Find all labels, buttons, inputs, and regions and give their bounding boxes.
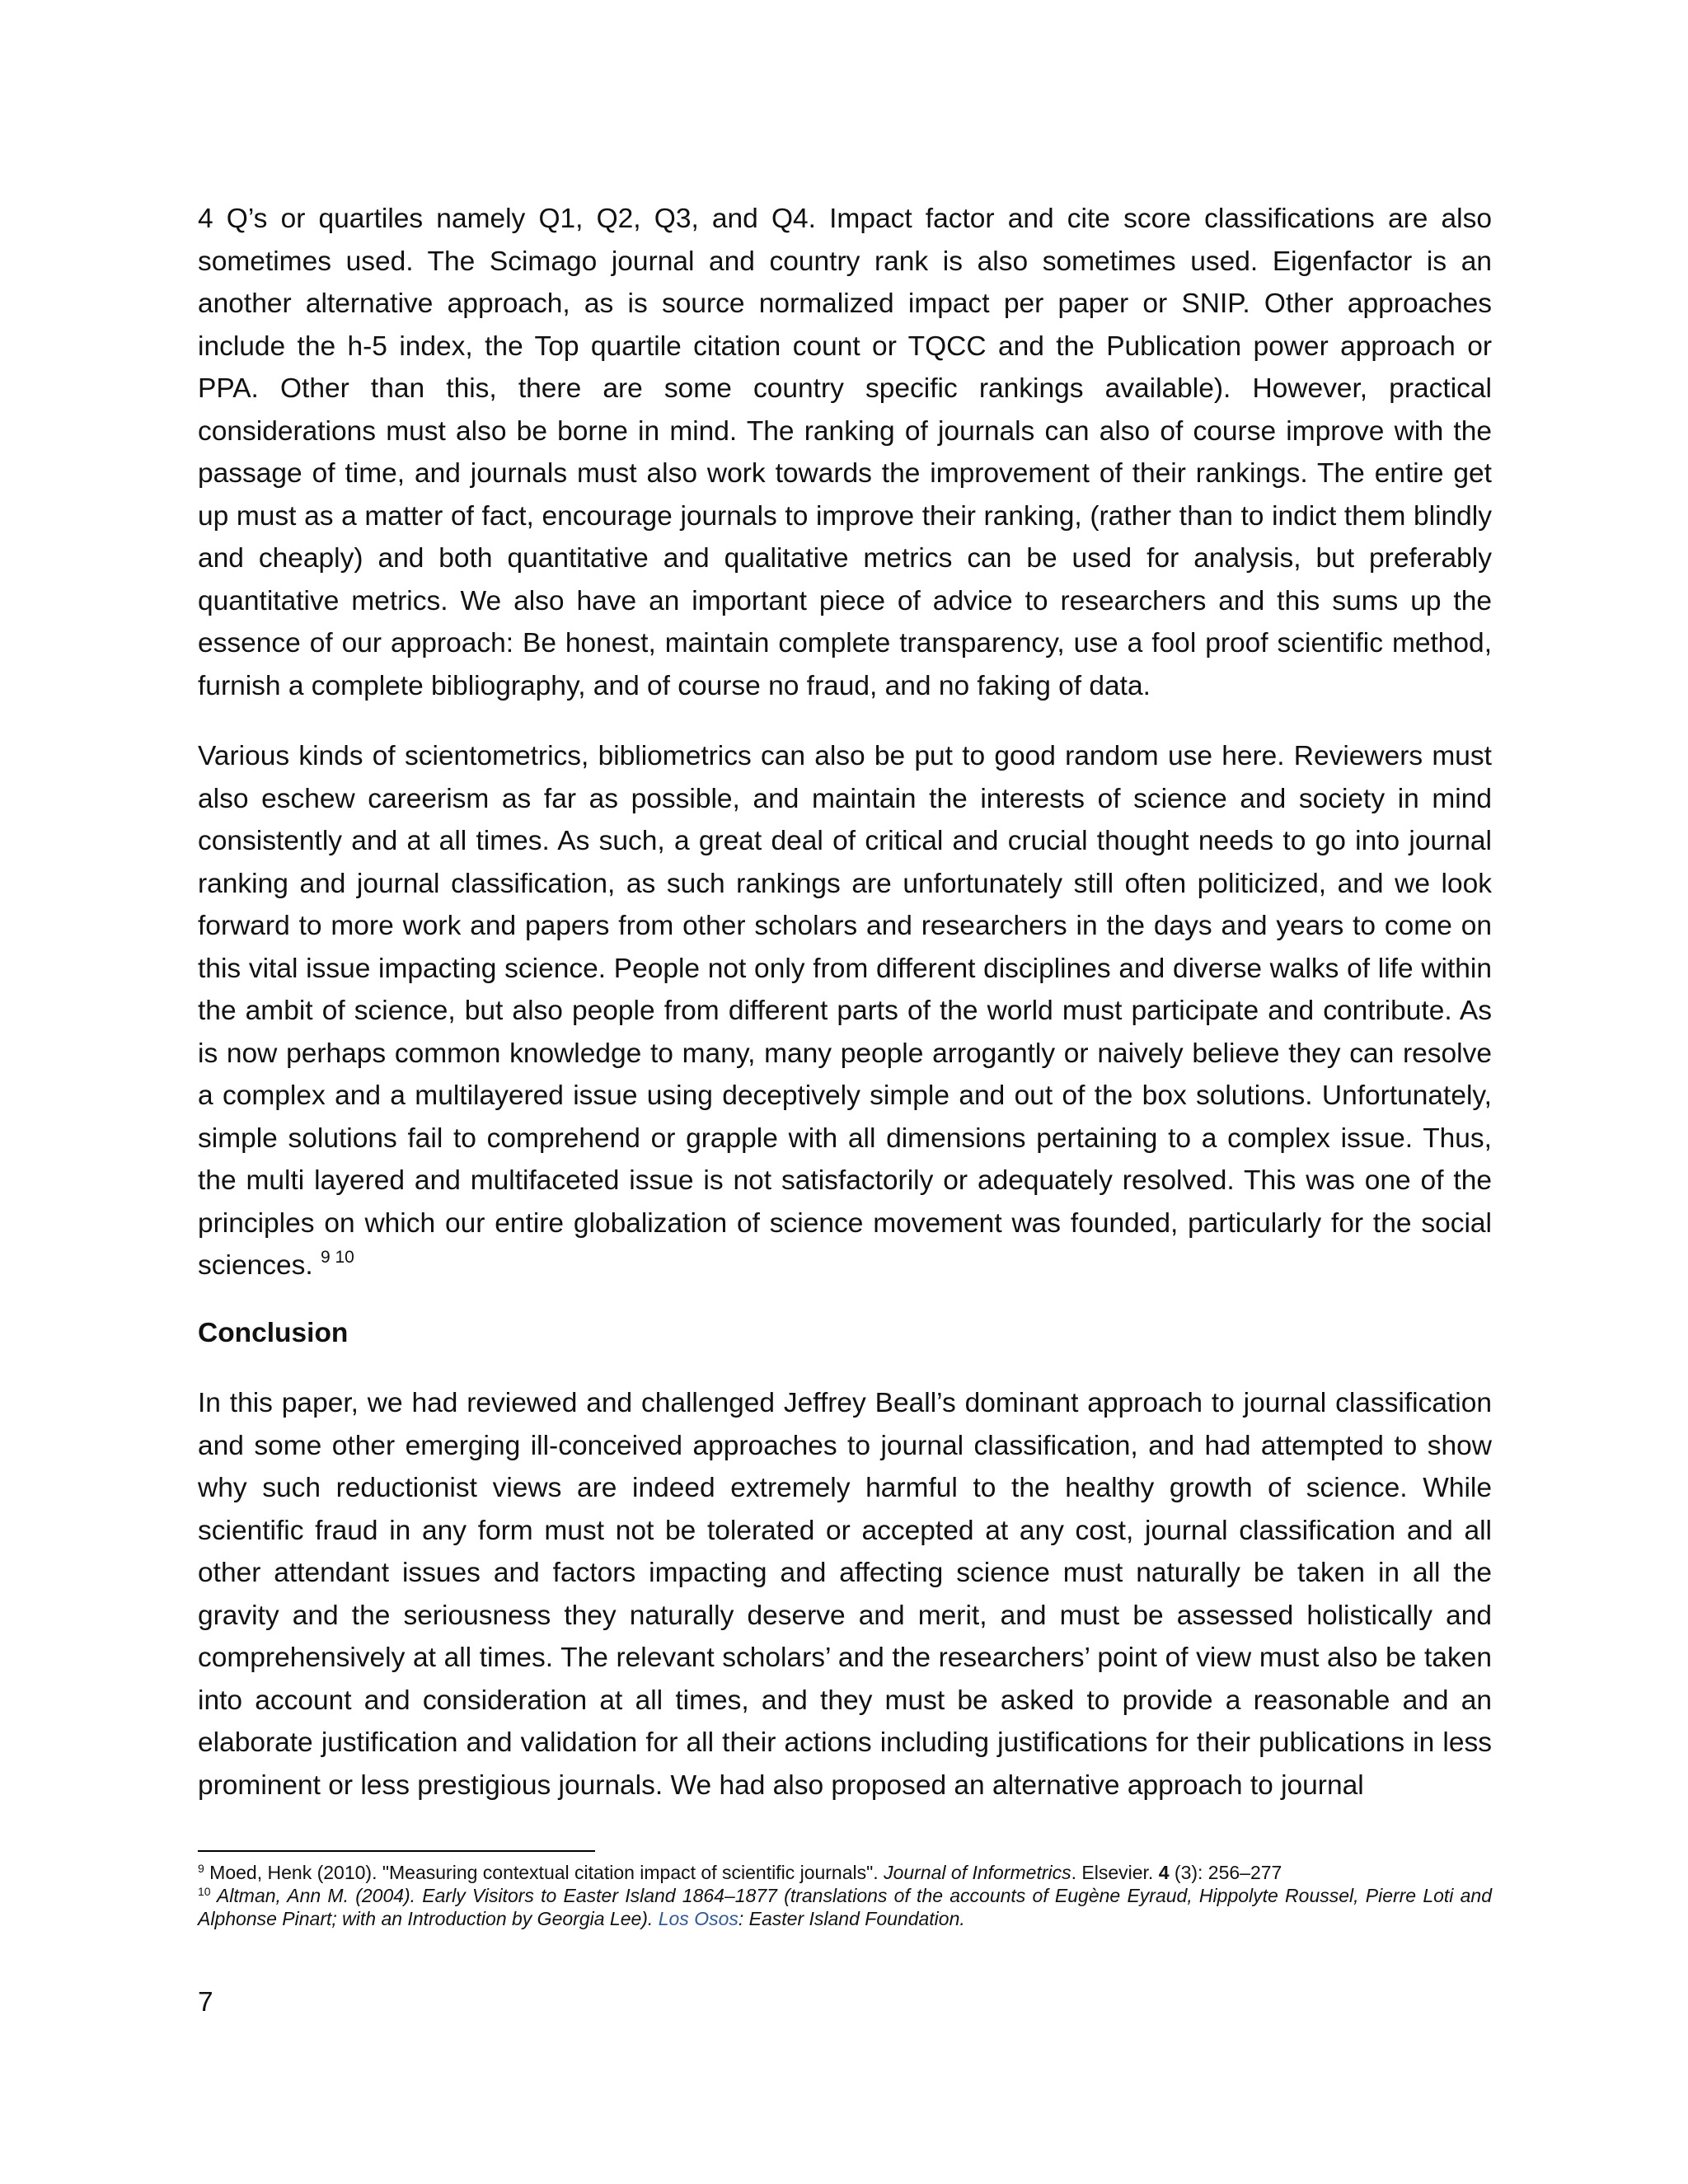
page-body: [198, 198, 1492, 1807]
footnote-10-text-post: : Easter Island Foundation.: [738, 1908, 965, 1929]
body-paragraph-3: In this paper, we had reviewed and challenged Jeffrey Beall’s dominant approach to journal classification and some other emerging ill-conceived approaches to journal classification, and had attempted to show why such reductionist views are indeed extremely harmful to the healthy growth of science. While scientific fraud in any form must not be tolerated or accepted at any cost, journal classification and all other attendant issues and factors impacting and affecting science must naturally be taken in all the gravity and the seriousness they naturally deserve and merit, and must be assessed holistically and comprehensively at all times. The relevant scholars’ and the researchers’ point of view must also be taken into account and consideration at all times, and they must be asked to provide a reasonable and an elaborate justification and validation for all their actions including justifications for their publications in less prominent or less prestigious journals. We had also proposed an alternative approach to journal: [198, 1388, 1492, 1801]
footnote-9-volume: 4: [1158, 1862, 1170, 1883]
footnote-separator: [198, 1850, 595, 1852]
footnote-9-text-pre: Moed, Henk (2010). "Measuring contextual citation impact of scientific journals".: [204, 1862, 884, 1883]
footnote-9-text-post: (3): 256–277: [1169, 1862, 1282, 1883]
body-paragraph-2: [198, 735, 1492, 1287]
footnote-10-text-pre: Altman, Ann M. (2004). Early Visitors to Easter Island 1864–1877 (translations of the accounts of Eugène Eyraud, Hippolyte Roussel, Pierre Loti and Alphonse Pinart; with an Introduction by Georgia Lee).: [198, 1885, 1492, 1929]
footnotes: [198, 1861, 1492, 1930]
footnote-9-journal: Journal of Informetrics: [884, 1862, 1071, 1883]
footnote-9-number: 9: [198, 1862, 204, 1875]
footnote-10-number: 10: [198, 1885, 211, 1898]
footnote-10: [198, 1884, 1492, 1930]
conclusion-heading: Conclusion: [198, 1317, 349, 1348]
body-paragraph-1: 4 Q’s or quartiles namely Q1, Q2, Q3, and Q4. Impact factor and cite score classifications are also sometimes used. The Scimago journal and country rank is also sometimes used. Eigenfactor is an another alternative approach, as is source normalized impact per paper or SNIP. Other approaches include the h-5 index, the Top quartile citation count or TQCC and the Publication power approach or PPA. Other than this, there are some country specific rankings available). However, practical considerations must also be borne in mind. The ranking of journals can also of course improve with the passage of time, and journals must also work towards the improvement of their rankings. The entire get up must as a matter of fact, encourage journals to improve their ranking, (rather than to indict them blindly and cheaply) and both quantitative and qualitative metrics can be used for analysis, but preferably quantitative metrics. We also have an important piece of advice to researchers and this sums up the essence of our approach: Be honest, maintain complete transparency, use a fool proof scientific method, furnish a complete bibliography, and of course no fraud, and no faking of data.: [198, 204, 1492, 701]
footnote-9: [198, 1861, 1492, 1884]
footnote-10-link[interactable]: Los Osos: [658, 1908, 738, 1929]
body-paragraph-2-text: Various kinds of scientometrics, bibliometrics can also be put to good random use here. Reviewers must also eschew careerism as far as possible, and maintain the interests of science and society in mind consistently and at all times. As such, a great deal of critical and crucial thought needs to go into journal ranking and journal classification, as such rankings are unfortunately still often politicized, and we look forward to more work and papers from other scholars and researchers in the days and years to come on this vital issue impacting science. People not only from different disciplines and diverse walks of life within the ambit of science, but also people from different parts of the world must participate and contribute. As is now perhaps common knowledge to many, many people arrogantly or naively believe they can resolve a complex and a multilayered issue using deceptively simple and out of the box solutions. Unfortunately, simple solutions fail to comprehend or grapple with all dimensions pertaining to a complex issue. Thus, the multi layered and multifaceted issue is not satisfactorily or adequately resolved. This was one of the principles on which our entire globalization of science movement was founded, particularly for the social sciences.: [198, 741, 1492, 1281]
page-number: 7: [198, 1987, 213, 2018]
footnote-9-text-mid: . Elsevier.: [1071, 1862, 1159, 1883]
footnote-refs: 9 10: [320, 1248, 354, 1267]
